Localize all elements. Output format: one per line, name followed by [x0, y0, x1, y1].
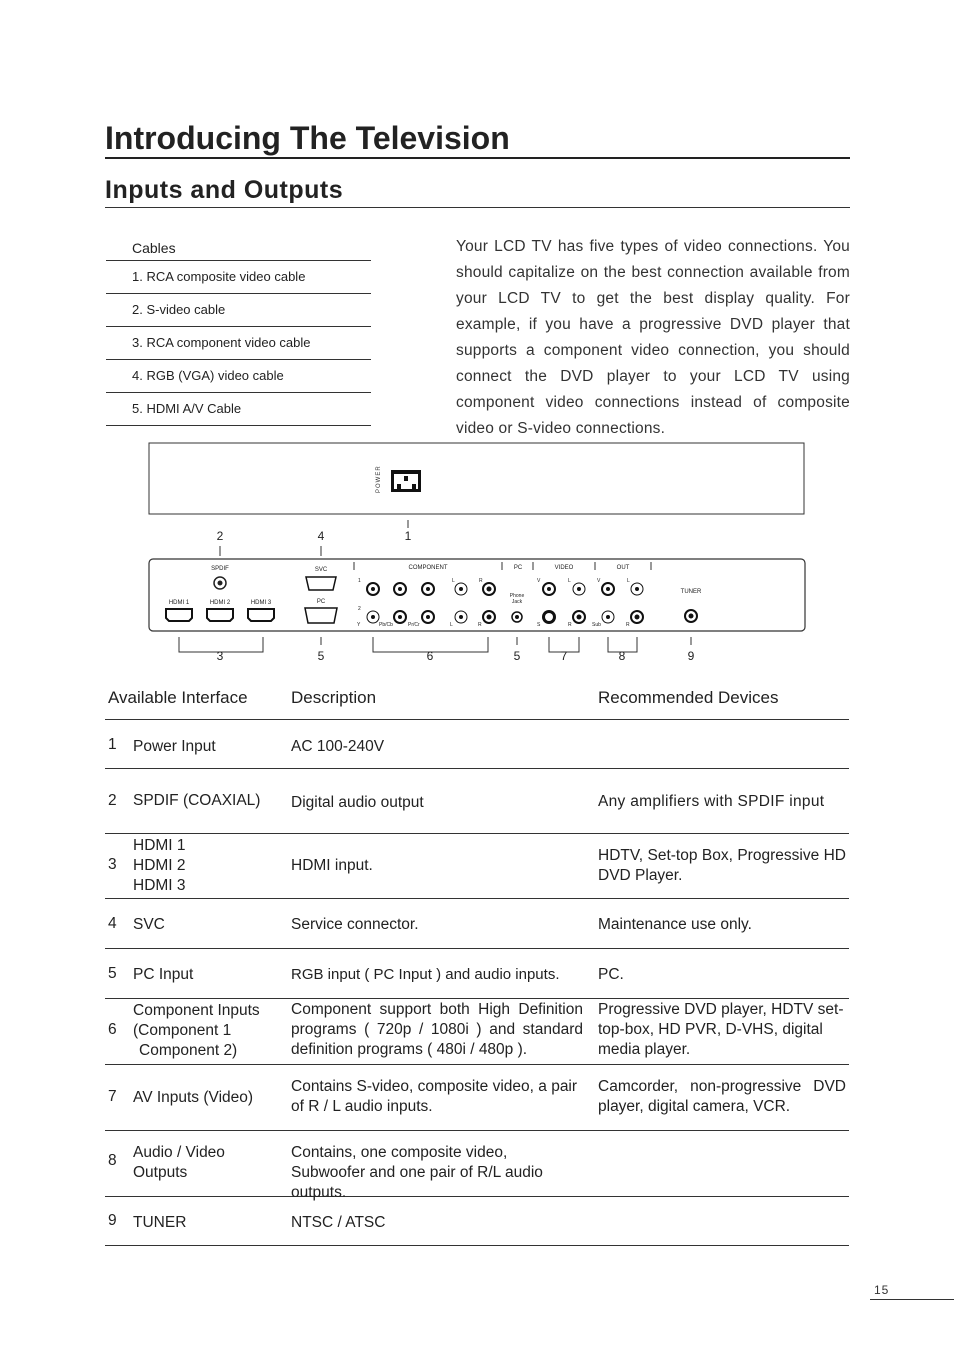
- row-interface: SVC: [133, 916, 165, 933]
- interface-line: Component Inputs: [133, 1002, 260, 1019]
- hdmi2-port-icon: [207, 609, 233, 621]
- row-interface: [133, 1001, 260, 1061]
- cables-list: [106, 232, 371, 426]
- row-devices: Maintenance use only.: [598, 916, 752, 933]
- section-subtitle: Inputs and Outputs: [105, 176, 344, 204]
- callout-8: 8: [618, 649, 626, 663]
- out-label: OUT: [616, 565, 630, 571]
- header-interface: Available Interface: [108, 688, 248, 707]
- cable-item: 2. S-video cable: [106, 294, 371, 327]
- hdmi3-port-icon: [248, 609, 274, 621]
- comp2-l-label: L: [450, 622, 453, 628]
- table-row: [105, 1131, 849, 1201]
- hdmi3-label: HDMI 3: [250, 600, 272, 606]
- table-row: [105, 834, 849, 899]
- intro-paragraph: Your LCD TV has five types of video connections. You should capitalize on the best connection available from your LCD TV to get the best display quality. For example, if you have a progressive DVD player that supports a component video connection, you should connect the DVD player to your LCD TV using component video connections instead of composite video or S-video connections.: [456, 238, 850, 437]
- row-interface: PC Input: [133, 966, 194, 983]
- cable-item: 5. HDMI A/V Cable: [106, 393, 371, 426]
- row-number: 2: [108, 792, 117, 809]
- row-description: Contains S-video, composite video, a pair of R / L audio inputs.: [291, 1078, 578, 1115]
- table-row: [105, 769, 849, 834]
- subtitle-rule: [105, 207, 850, 208]
- page-number: 15: [874, 1283, 890, 1297]
- comp-y-label: Y: [357, 622, 361, 628]
- row-number: 3: [108, 856, 117, 873]
- callout-1: 1: [404, 529, 412, 543]
- row-number: 5: [108, 965, 117, 982]
- table-row: [105, 949, 849, 999]
- table-header: [105, 680, 849, 720]
- row-description: RGB input ( PC Input ) and audio inputs.: [291, 966, 560, 983]
- hdmi1-label: HDMI 1: [168, 600, 190, 606]
- video-l-label: L: [568, 578, 571, 584]
- callout-4: 4: [317, 529, 325, 543]
- table-row: [105, 1197, 849, 1246]
- callout-5b: 5: [513, 649, 521, 663]
- interface-line: HDMI 2: [133, 857, 186, 874]
- cable-item: 4. RGB (VGA) video cable: [106, 360, 371, 393]
- svc-port-icon: [306, 577, 336, 590]
- phone-label: Phone: [509, 593, 525, 599]
- row-number: 8: [108, 1152, 117, 1169]
- row-description: HDMI input.: [291, 857, 373, 874]
- row-devices: PC.: [598, 966, 624, 983]
- video-label: VIDEO: [554, 565, 574, 571]
- row-interface: [133, 836, 186, 896]
- row-devices: Progressive DVD player, HDTV set-top-box, HD PVR, D-VHS, digital media player.: [598, 1001, 844, 1058]
- power-socket-icon: [391, 470, 421, 492]
- comp2-r-label: R: [478, 622, 482, 628]
- video-r-label: R: [568, 622, 572, 628]
- svc-label: SVC: [314, 567, 328, 573]
- callout-3: 3: [216, 649, 224, 663]
- header-description: Description: [291, 688, 377, 707]
- row-number: 9: [108, 1212, 117, 1229]
- interface-line: Component 2): [139, 1042, 238, 1059]
- interface-line: HDMI 1: [133, 837, 186, 854]
- pc-group-label: PC: [513, 565, 523, 571]
- component-row-1-label: 1: [358, 578, 361, 584]
- comp-pbcb-label: Pb/Cb: [379, 622, 393, 628]
- power-label: POWER: [376, 465, 382, 493]
- callout-5a: 5: [317, 649, 325, 663]
- spdif-label: SPDIF: [211, 566, 229, 572]
- component-row-2-label: 2: [358, 606, 361, 612]
- row-devices: Any amplifiers with SPDIF input: [598, 793, 825, 810]
- callout-2: 2: [216, 529, 224, 543]
- row-interface: [133, 1143, 225, 1183]
- video-v-label: V: [537, 578, 541, 584]
- jack-label: Jack: [511, 599, 523, 605]
- row-description: Digital audio output: [291, 794, 424, 811]
- table-row: [105, 999, 849, 1065]
- hdmi1-port-icon: [166, 609, 192, 621]
- row-number: 4: [108, 915, 117, 932]
- interface-line: Audio / Video: [133, 1144, 225, 1161]
- rear-panel-diagram: [148, 440, 808, 670]
- component-label: COMPONENT: [408, 565, 448, 571]
- interface-line: Outputs: [133, 1164, 188, 1181]
- title-rule: [105, 157, 850, 159]
- upper-panel: [149, 443, 804, 514]
- comp-r-label: R: [479, 578, 483, 584]
- table-row: [105, 1065, 849, 1131]
- row-devices: Camcorder, non-progressive DVD player, digital camera, VCR.: [598, 1078, 846, 1115]
- row-description: AC 100-240V: [291, 738, 385, 755]
- tuner-label: TUNER: [680, 589, 702, 595]
- row-description: Service connector.: [291, 916, 419, 933]
- cable-item: 1. RCA composite video cable: [106, 261, 371, 294]
- row-interface: Power Input: [133, 738, 216, 755]
- out-r-label: R: [626, 622, 630, 628]
- row-number: 7: [108, 1088, 117, 1105]
- table-row: [105, 720, 849, 769]
- interface-line: HDMI 3: [133, 877, 186, 894]
- row-description: NTSC / ATSC: [291, 1214, 386, 1231]
- row-number: 1: [108, 736, 117, 753]
- hdmi2-label: HDMI 2: [209, 600, 231, 606]
- comp-prcr-label: Pr/Cr: [408, 622, 420, 628]
- cables-heading: Cables: [106, 232, 371, 261]
- out-v-label: V: [597, 578, 601, 584]
- comp-l-label: L: [452, 578, 455, 584]
- video-s-label: S: [537, 622, 541, 628]
- interface-line: (Component 1: [133, 1022, 232, 1039]
- callout-9: 9: [687, 649, 695, 663]
- lower-panel: [149, 559, 805, 631]
- row-interface: TUNER: [133, 1214, 187, 1231]
- row-interface: AV Inputs (Video): [133, 1089, 254, 1106]
- out-l-label: L: [627, 578, 630, 584]
- callout-6: 6: [426, 649, 434, 663]
- callout-7: 7: [560, 649, 568, 663]
- row-interface: SPDIF (COAXIAL): [133, 792, 261, 809]
- table-row: [105, 899, 849, 949]
- component-row-1-jacks: [367, 583, 495, 595]
- cable-item: 3. RCA component video cable: [106, 327, 371, 360]
- row-devices: HDTV, Set-top Box, Progressive HD DVD Player.: [598, 847, 846, 884]
- page-title: Introducing The Television: [105, 120, 510, 156]
- page-number-rule: [870, 1299, 954, 1300]
- header-devices: Recommended Devices: [598, 688, 779, 707]
- vga-port-icon: [305, 608, 337, 623]
- row-description: Component support both High Definition programs ( 720p / 1080i ) and standard definition programs ( 480i / 480p ).: [291, 1001, 583, 1058]
- interface-table: [105, 680, 849, 1246]
- out-sub-label: Sub: [592, 622, 601, 628]
- pc-label: PC: [316, 599, 326, 605]
- row-number: 6: [108, 1021, 117, 1038]
- row-description: Contains, one composite video, Subwoofer and one pair of R/L audio outputs.: [291, 1144, 543, 1201]
